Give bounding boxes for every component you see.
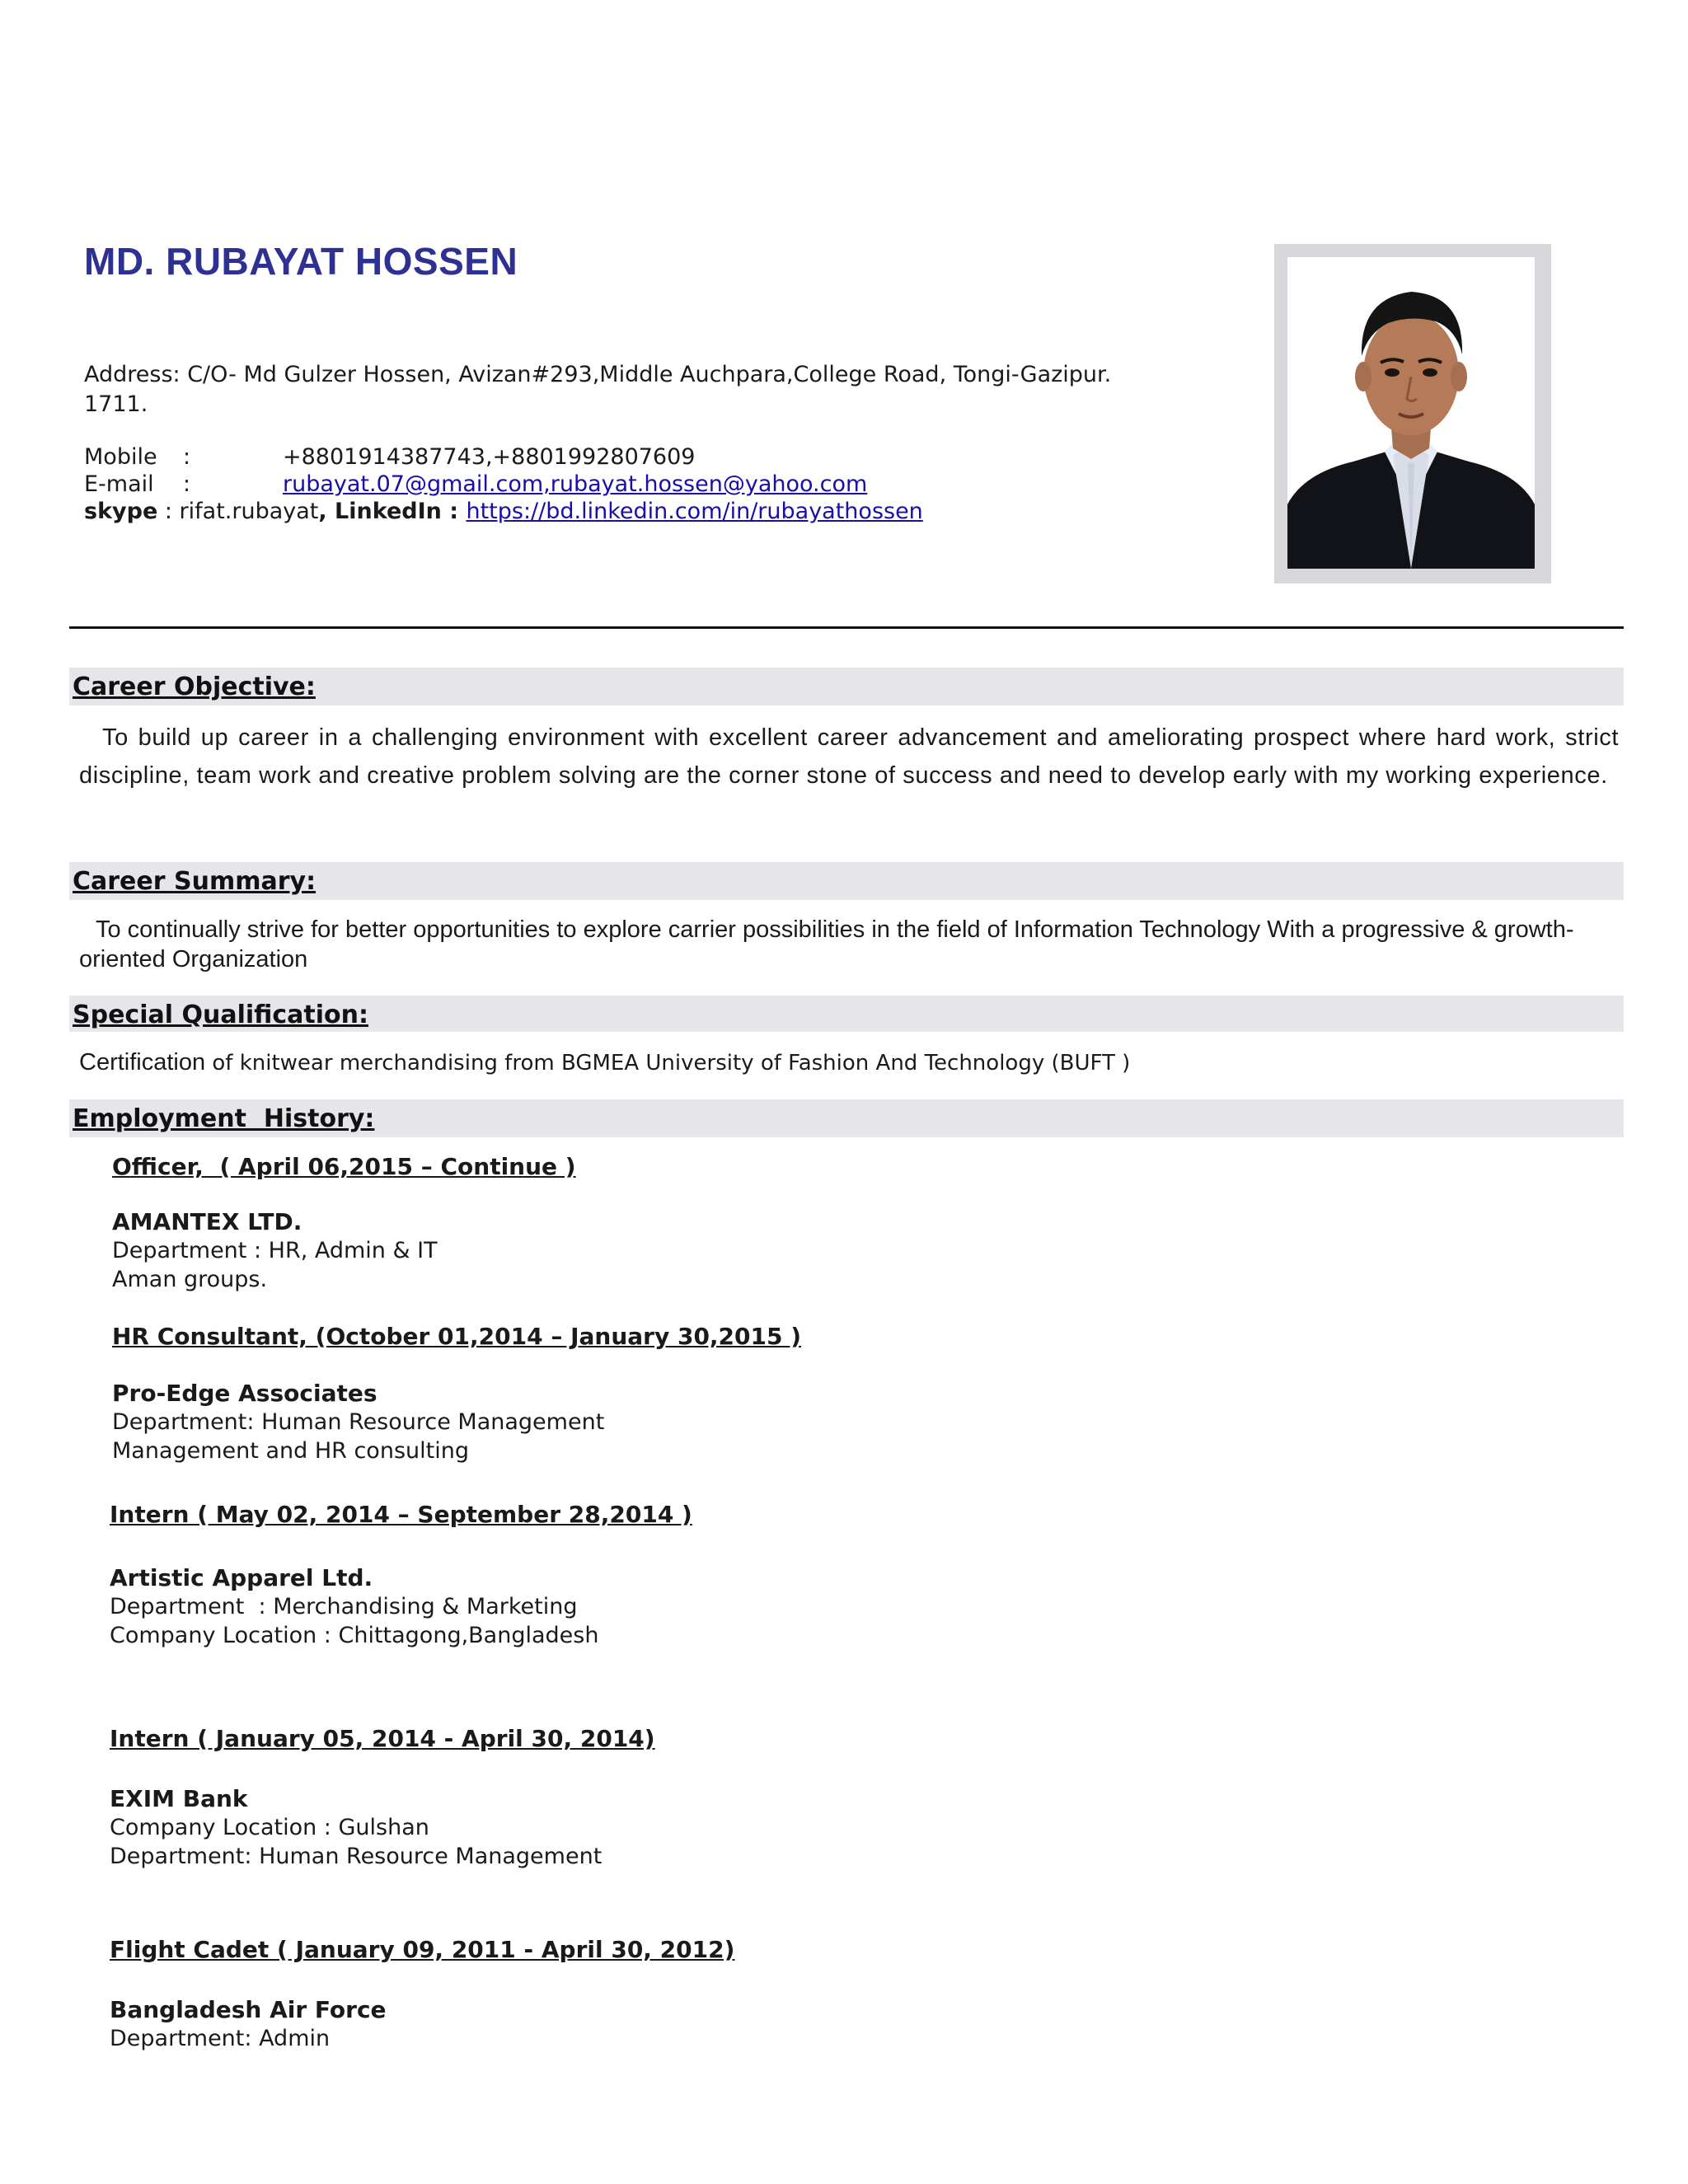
linkedin-link[interactable]: https://bd.linkedin.com/in/rubayathossen: [466, 499, 923, 524]
job-detail: Aman groups.: [112, 1267, 268, 1292]
address-block: [84, 360, 1254, 419]
profile-photo: [1287, 257, 1535, 569]
job-company: EXIM Bank: [110, 1785, 248, 1812]
address-line-1: Address: C/O- Md Gulzer Hossen, Avizan#293,Middle Auchpara,College Road, Tongi-Gazipur.: [84, 362, 1112, 387]
social-row: [84, 498, 923, 525]
job-detail: Department: Human Resource Management: [112, 1409, 605, 1435]
job-title: Intern ( January 05, 2014 - April 30, 2014): [110, 1725, 655, 1752]
special-qualification-text: [79, 1049, 1130, 1076]
job-detail: Company Location : Chittagong,Bangladesh: [110, 1623, 599, 1648]
special-qualification-title: Special Qualification:: [73, 1001, 368, 1029]
email-colon: :: [183, 471, 191, 497]
qualification-rest: of knitwear merchandising from BGMEA University of Fashion And Technology (BUFT ): [205, 1051, 1131, 1076]
linkedin-label: , LinkedIn :: [318, 499, 467, 524]
mobile-colon: :: [183, 444, 191, 470]
career-objective-title: Career Objective:: [73, 673, 316, 701]
special-qualification-heading: [69, 996, 1624, 1032]
mobile-label: Mobile: [84, 444, 157, 470]
employment-history-heading: [69, 1099, 1624, 1137]
job-entry: [110, 1935, 734, 2053]
job-entry: [112, 1152, 576, 1294]
job-title: Officer, ( April 06,2015 – Continue ): [112, 1153, 576, 1180]
job-detail: Company Location : Gulshan: [110, 1815, 429, 1840]
job-detail: Department: Human Resource Management: [110, 1844, 603, 1869]
job-detail: Department : Merchandising & Marketing: [110, 1594, 578, 1619]
employment-history-title: Employment History:: [73, 1104, 375, 1133]
contact-block: [84, 443, 923, 525]
job-detail: Management and HR consulting: [112, 1438, 469, 1464]
career-objective-text: To build up career in a challenging environment with excellent career advancement and ameliorating prospect where hard work, strict discipline, team work and creative problem solving are the corner stone of success and need to develop early with my working experience.: [79, 724, 1619, 789]
career-objective-heading: [69, 668, 1624, 705]
address-line-2: 1711.: [84, 391, 148, 417]
header-divider: [69, 626, 1624, 629]
qualification-lead: Certification: [79, 1049, 206, 1076]
job-company: Pro-Edge Associates: [112, 1380, 377, 1407]
job-entry: [112, 1322, 801, 1465]
skype-label: skype: [84, 499, 158, 524]
career-summary-title: Career Summary:: [73, 867, 316, 896]
email-label: E-mail: [84, 471, 154, 497]
job-company: Bangladesh Air Force: [110, 1996, 387, 2023]
mobile-value: +8801914387743,+8801992807609: [283, 444, 696, 470]
job-entry: [110, 1724, 655, 1871]
career-summary-text: To continually strive for better opportunities to explore carrier possibilities in the field of Information Technology With a progressive & growth-oriented Organization: [79, 916, 1574, 972]
job-detail: Department : HR, Admin & IT: [112, 1238, 438, 1263]
email-row: [84, 471, 923, 498]
job-entry: [110, 1500, 692, 1650]
job-title: Intern ( May 02, 2014 – September 28,2014 ): [110, 1501, 692, 1528]
job-company: AMANTEX LTD.: [112, 1208, 302, 1235]
skype-value: : rifat.rubayat: [157, 499, 319, 524]
job-title: HR Consultant, (October 01,2014 – January 30,2015 ): [112, 1323, 802, 1350]
career-summary-heading: [69, 862, 1624, 900]
profile-photo-illustration: [1287, 257, 1535, 569]
job-title: Flight Cadet ( January 09, 2011 - April 30, 2012): [110, 1936, 735, 1963]
job-detail: Department: Admin: [110, 2026, 331, 2051]
mobile-row: [84, 443, 923, 471]
job-company: Artistic Apparel Ltd.: [110, 1564, 373, 1591]
candidate-name: MD. RUBAYAT HOSSEN: [84, 240, 518, 283]
email-link[interactable]: rubayat.07@gmail.com,rubayat.hossen@yahoo.com: [283, 471, 868, 497]
